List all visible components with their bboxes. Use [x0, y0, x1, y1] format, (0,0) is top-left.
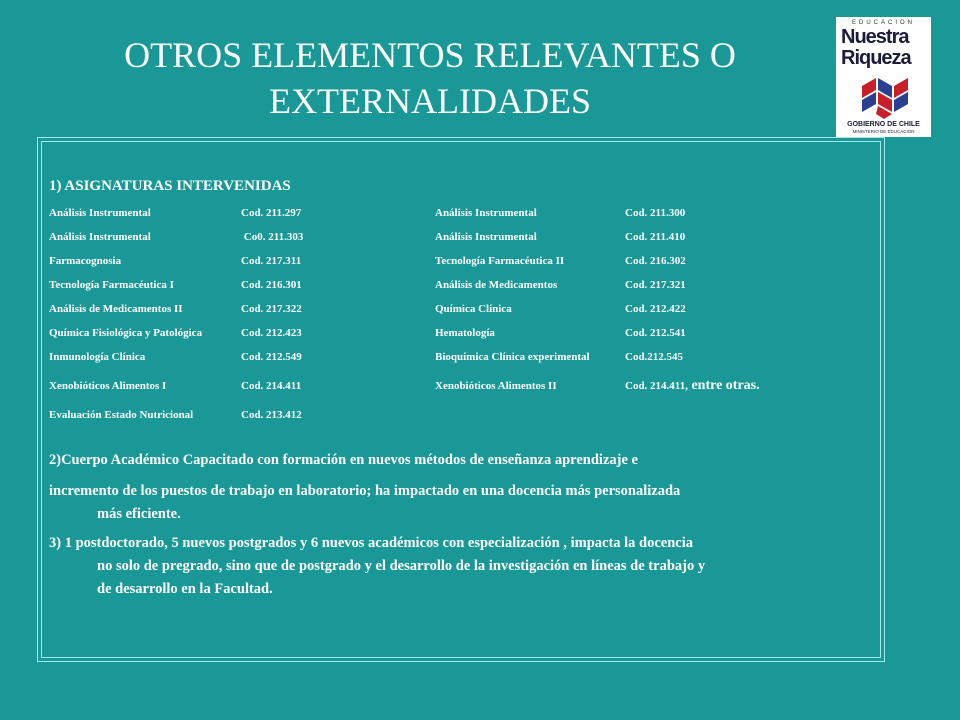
subject-name: Xenobióticos Alimentos I: [49, 380, 167, 392]
logo-emblem-icon: [854, 72, 914, 120]
logo-word-nuestra: Nuestra: [841, 26, 909, 48]
subject-name: Xenobióticos Alimentos II: [435, 380, 557, 392]
subject-code: Cod. 211.300: [625, 207, 686, 219]
subject-name: Análisis de Medicamentos: [435, 279, 558, 291]
subject-code: Cod. 212.541: [625, 327, 686, 339]
subject-name: Análisis Instrumental: [435, 231, 537, 243]
subjects-table: [49, 201, 825, 427]
title-line-1: OTROS ELEMENTOS RELEVANTES O: [124, 35, 736, 75]
subject-code-value: Cod. 214.411,: [625, 380, 688, 392]
entre-otras-note: entre otras.: [687, 378, 760, 393]
table-row: [49, 369, 825, 403]
ministry-logo: [836, 17, 931, 137]
title-line-2: EXTERNALIDADES: [269, 81, 591, 121]
subject-code: [625, 369, 825, 403]
subject-name: Análisis Instrumental: [435, 207, 537, 219]
logo-ministerio-text: MINISTERIO DE EDUCACION: [852, 129, 915, 134]
table-row: [49, 201, 825, 225]
subject-code: Cod. 211.410: [625, 231, 686, 243]
subject-name: Bioquímica Clínica experimental: [435, 351, 590, 363]
table-row: [49, 321, 825, 345]
section-2-line-1: 2)Cuerpo Académico Capacitado con formación en nuevos métodos de enseñanza aprendizaje e: [49, 452, 638, 468]
table-row: [49, 225, 825, 249]
section-3-line-1: 3) 1 postdoctorado, 5 nuevos postgrados y 6 nuevos académicos con especialización , impacta la docencia: [49, 535, 694, 551]
subject-name: Tecnología Farmacéutica II: [435, 255, 565, 267]
subject-name: Química Clínica: [435, 303, 512, 315]
table-row: [49, 249, 825, 273]
subject-name: Hematología: [435, 327, 495, 339]
subject-code: Cod. 214.411: [241, 380, 302, 392]
subject-code: Cod. 217.321: [625, 279, 686, 291]
subject-name: Análisis de Medicamentos II: [49, 303, 183, 315]
subject-code: Cod. 212.422: [625, 303, 686, 315]
subject-code: Cod. 216.301: [241, 279, 302, 291]
subject-name: Tecnología Farmacéutica I: [49, 279, 174, 291]
subject-code: Cod.212.545: [625, 351, 684, 363]
section-1-heading: 1) ASIGNATURAS INTERVENIDAS: [49, 178, 291, 194]
subject-name: Evaluación Estado Nutricional: [49, 409, 194, 421]
subject-name: Análisis Instrumental: [49, 231, 151, 243]
subject-code: Cod. 216.302: [625, 255, 686, 267]
subject-code: Cod. 217.322: [241, 303, 302, 315]
content-body: [49, 178, 889, 601]
subject-code: Cod. 217.311: [241, 255, 302, 267]
subject-code: Cod. 211.297: [241, 207, 302, 219]
subject-name: Química Fisiológica y Patológica: [49, 327, 203, 339]
section-2-line-3: más eficiente.: [97, 506, 181, 522]
subject-code: Cod. 212.423: [241, 327, 302, 339]
section-3-line-3: de desarrollo en la Facultad.: [97, 581, 273, 597]
table-row: [49, 345, 825, 369]
section-3-line-2: no solo de pregrado, sino que de postgrado y el desarrollo de la investigación en líneas de trabajo y: [97, 558, 706, 574]
subject-name: Inmunología Clínica: [49, 351, 146, 363]
logo-educacion-text: EDUCACION: [851, 20, 915, 26]
subject-name: Farmacognosia: [49, 255, 122, 267]
subject-code: Co0. 211.303: [241, 231, 304, 243]
table-row: [49, 297, 825, 321]
slide-title: [90, 32, 770, 124]
section-2-line-2: incremento de los puestos de trabajo en laboratorio; ha impactado en una docencia más personalizada: [49, 483, 681, 499]
subject-code: Cod. 212.549: [241, 351, 302, 363]
logo-gobierno-text: GOBIERNO DE CHILE: [847, 121, 920, 128]
subject-name: Análisis Instrumental: [49, 207, 151, 219]
logo-word-riqueza: Riqueza: [841, 47, 911, 69]
subject-code: Cod. 213.412: [241, 409, 302, 421]
table-row: [49, 273, 825, 297]
table-row: [49, 403, 825, 427]
